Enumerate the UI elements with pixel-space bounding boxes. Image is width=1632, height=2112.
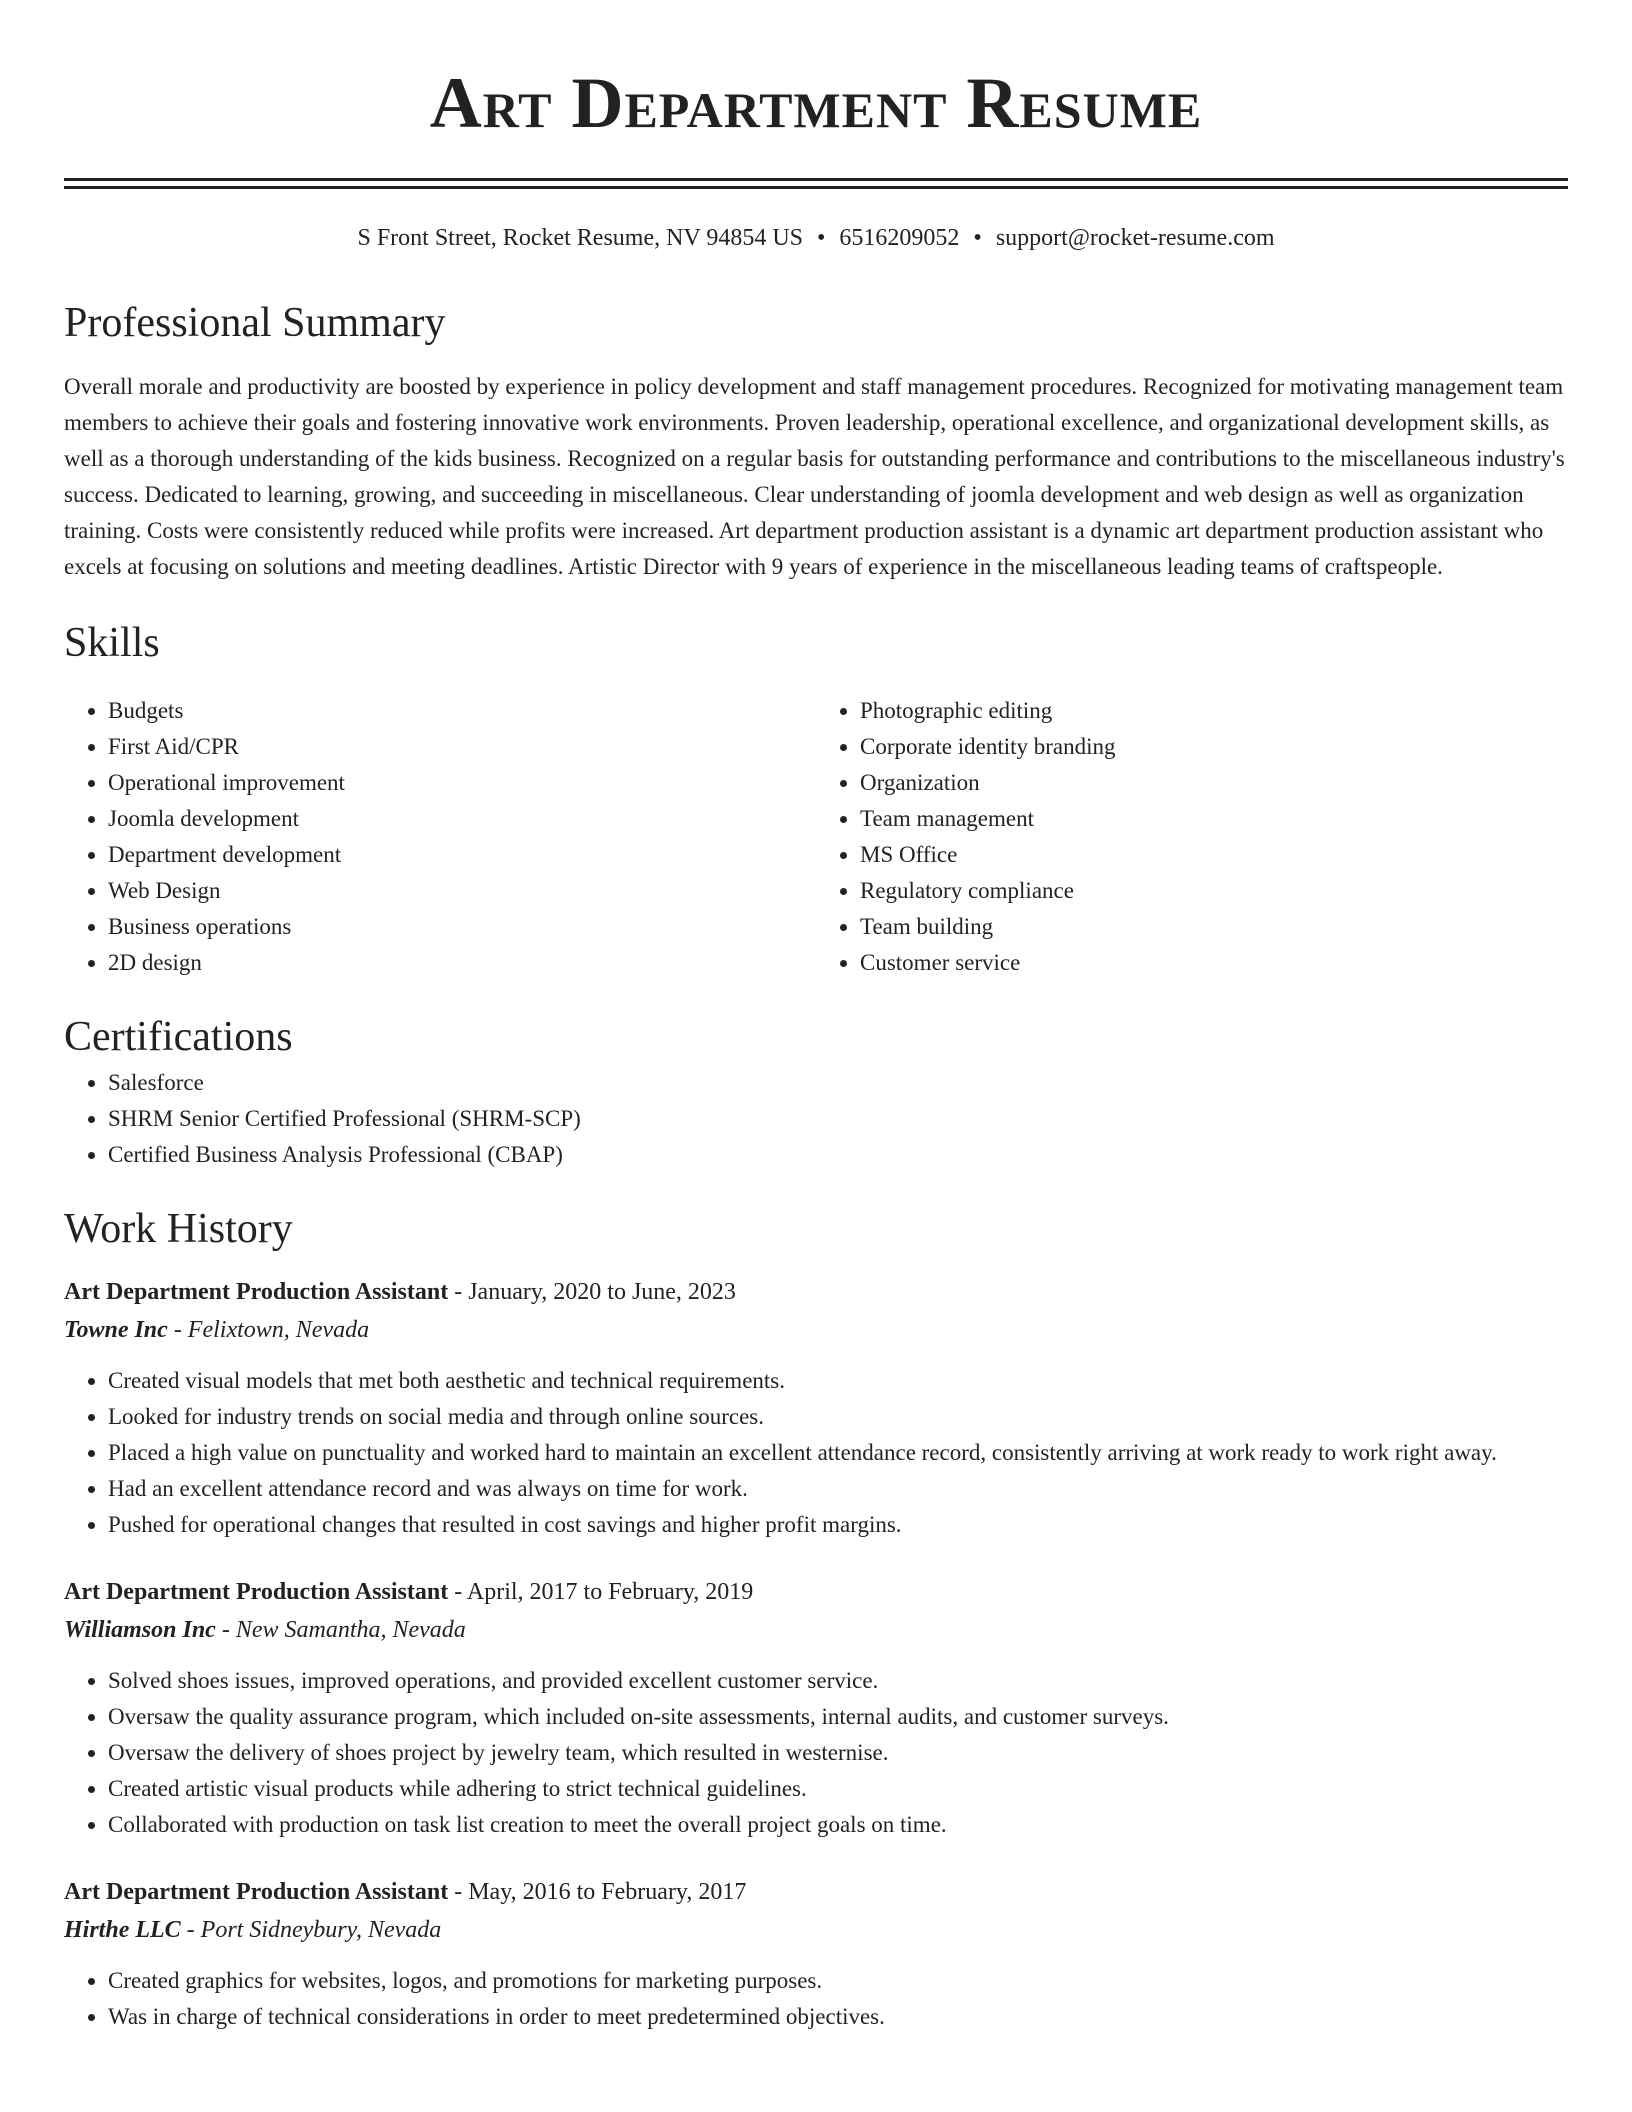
skills-list-right [816,693,1568,981]
resume-page [64,0,1568,2035]
job-dates: - May, 2016 to February, 2017 [448,1879,747,1905]
job-company: Hirthe LLC [64,1917,181,1943]
job-dates: - April, 2017 to February, 2019 [448,1579,754,1605]
job-company-line [64,1311,1568,1349]
job-location: - New Samantha, Nevada [215,1617,466,1643]
title-divider [64,178,1568,189]
skill-item: • Corporate identity branding [860,729,1568,765]
contact-line [64,221,1568,255]
job-entry [64,1573,1568,1843]
skills-columns [64,693,1568,981]
certifications-heading: Certifications [64,1014,293,1060]
job-role: Art Department Production Assistant [64,1579,449,1605]
skill-item: • Regulatory compliance [860,873,1568,909]
job-duty-item: • Had an excellent attendance record and was always on time for work. [108,1471,1568,1507]
contact-phone: 6516209052 [839,225,960,251]
job-location: - Felixtown, Nevada [167,1317,370,1343]
job-duty-item: • Oversaw the delivery of shoes project by jewelry team, which resulted in westernise. [108,1735,1568,1771]
certification-item: • SHRM Senior Certified Professional (SHRM-SCP) [108,1101,1568,1137]
skill-item: • Operational improvement [108,765,816,801]
contact-address: S Front Street, Rocket Resume, NV 94854 US [357,225,804,251]
skill-item: • 2D design [108,945,816,981]
job-company-line [64,1611,1568,1649]
job-duty-item: • Created visual models that met both aesthetic and technical requirements. [108,1363,1568,1399]
job-company: Williamson Inc [64,1617,216,1643]
job-entry [64,1873,1568,2035]
job-duty-item: • Placed a high value on punctuality and worked hard to maintain an excellent attendance record, consistently arriving at work ready to work right away. [108,1435,1568,1471]
job-title-line [64,1273,1568,1311]
skill-item: • Department development [108,837,816,873]
certification-item: • Salesforce [108,1065,1568,1101]
skill-item: • Business operations [108,909,816,945]
contact-email: support@rocket-resume.com [995,225,1275,251]
skill-item: • Photographic editing [860,693,1568,729]
skills-heading: Skills [64,620,160,666]
job-duties-list [64,1963,1568,2035]
job-duty-item: • Collaborated with production on task list creation to meet the overall project goals on time. [108,1807,1568,1843]
contact-separator: • [973,225,982,251]
job-duty-item: • Oversaw the quality assurance program, which included on-site assessments, internal audits, and customer surveys. [108,1699,1568,1735]
job-duty-item: • Was in charge of technical considerations in order to meet predetermined objectives. [108,1999,1568,2035]
job-duty-item: • Created artistic visual products while adhering to strict technical guidelines. [108,1771,1568,1807]
job-duty-item: • Looked for industry trends on social media and through online sources. [108,1399,1568,1435]
skill-item: • Organization [860,765,1568,801]
skill-item: • Budgets [108,693,816,729]
skill-item: • Web Design [108,873,816,909]
summary-heading: Professional Summary [64,300,446,346]
skill-item: • MS Office [860,837,1568,873]
summary-text: Overall morale and productivity are boosted by experience in policy development and staff management procedures. Recognized for motivating management team members to achieve their goals and fostering innovative work environments. Proven leadership, operational excellence, and organizational development skills, as well as a thorough understanding of the kids business. Recognized on a regular basis for outstanding performance and contributions to the miscellaneous industry's success. Dedicated to learning, growing, and succeeding in miscellaneous. Clear understanding of joomla development and web design as well as organization training. Costs were consistently reduced while profits were increased. Art department production assistant is a dynamic art department production assistant who excels at focusing on solutions and meeting deadlines. Artistic Director with 9 years of experience in the miscellaneous leading teams of craftspeople. [64,374,1565,579]
job-dates: - January, 2020 to June, 2023 [448,1279,736,1305]
job-duties-list [64,1363,1568,1543]
skill-item: • Customer service [860,945,1568,981]
job-role: Art Department Production Assistant [64,1279,449,1305]
job-company-line [64,1911,1568,1949]
work-history-heading: Work History [64,1206,293,1252]
job-role: Art Department Production Assistant [64,1879,449,1905]
page-title: Art Department Resume [429,63,1203,143]
job-entry [64,1273,1568,1543]
job-title-line [64,1873,1568,1911]
skill-item: • Team management [860,801,1568,837]
job-duties-list [64,1663,1568,1843]
skill-item: • Joomla development [108,801,816,837]
skill-item: • First Aid/CPR [108,729,816,765]
job-company: Towne Inc [64,1317,168,1343]
job-title-line [64,1573,1568,1611]
skills-list-left [64,693,816,981]
job-duty-item: • Solved shoes issues, improved operations, and provided excellent customer service. [108,1663,1568,1699]
job-location: - Port Sidneybury, Nevada [180,1917,442,1943]
job-duty-item: • Pushed for operational changes that resulted in cost savings and higher profit margins. [108,1507,1568,1543]
skill-item: • Team building [860,909,1568,945]
job-duty-item: • Created graphics for websites, logos, and promotions for marketing purposes. [108,1963,1568,1999]
contact-separator: • [817,225,826,251]
certifications-list [64,1065,1568,1173]
certification-item: • Certified Business Analysis Professional (CBAP) [108,1137,1568,1173]
